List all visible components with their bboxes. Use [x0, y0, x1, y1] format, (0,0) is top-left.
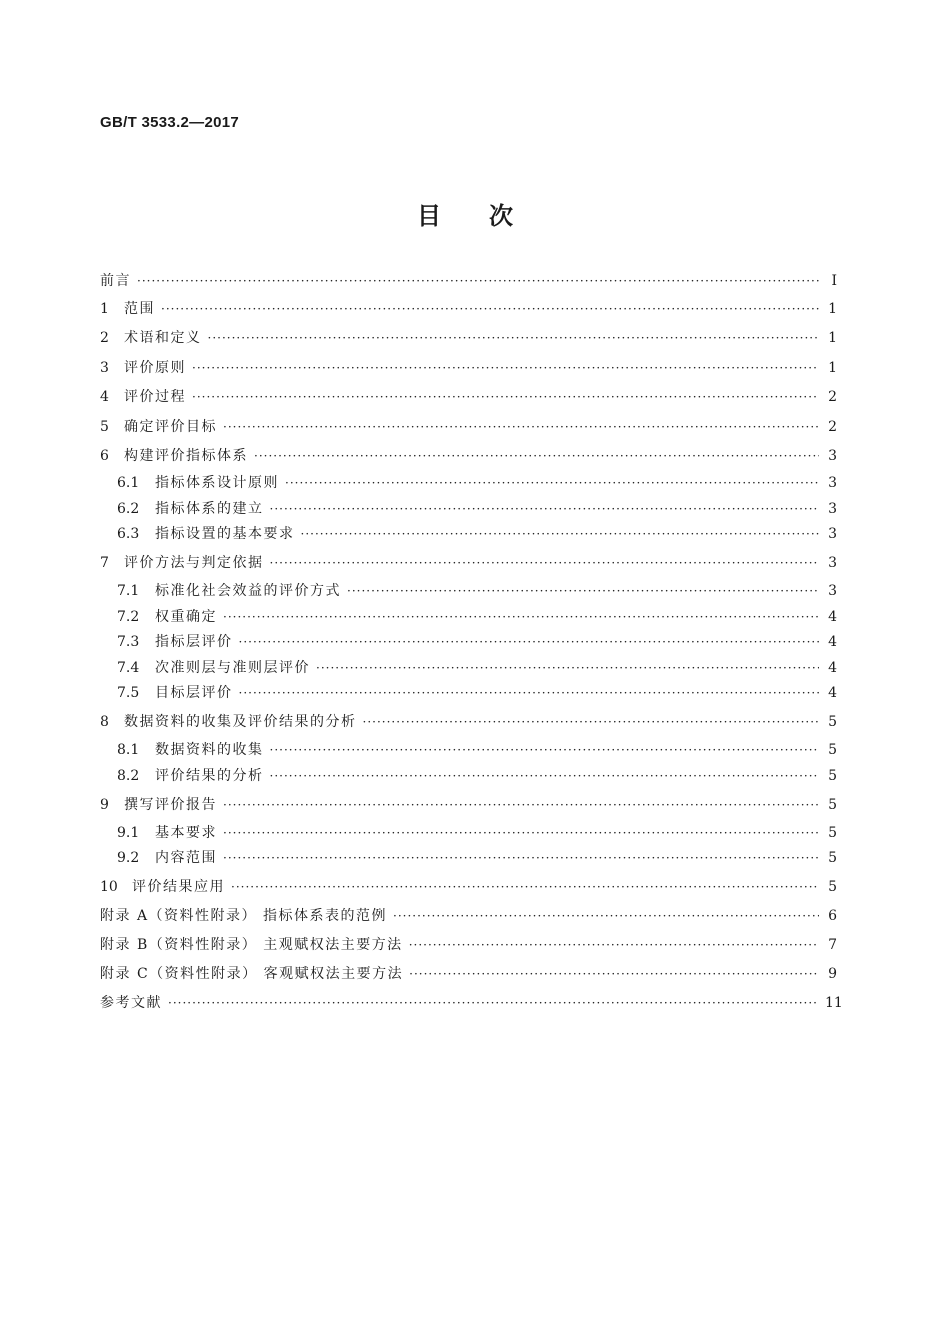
toc-label: 指标层评价 — [155, 634, 233, 650]
toc-label: 附录 C（资料性附录） 客观赋权法主要方法 — [100, 966, 404, 982]
toc-label: 数据资料的收集及评价结果的分析 — [124, 714, 357, 730]
toc-label: 评价过程 — [124, 389, 186, 405]
dot-leader — [161, 300, 819, 318]
toc-number: 7.2 — [117, 608, 140, 625]
toc-label: 评价原则 — [124, 359, 186, 376]
toc-page-number: 2 — [828, 418, 837, 435]
toc-label: 范围 — [124, 300, 155, 317]
toc-number: 9.1 — [117, 824, 140, 841]
toc-number: 4 — [100, 389, 109, 405]
toc-number: 9 — [100, 796, 109, 813]
dot-leader — [223, 796, 819, 814]
toc-page-number: 3 — [828, 555, 837, 571]
toc-entry-appendix-a[interactable] — [100, 907, 837, 936]
page-title: 目次 — [417, 202, 561, 230]
dot-leader — [223, 824, 819, 842]
toc-label: 评价方法与判定依据 — [124, 555, 264, 571]
toc-label: 附录 B（资料性附录） 主观赋权法主要方法 — [100, 937, 403, 953]
toc-page-number: 9 — [828, 966, 837, 982]
toc-number: 8 — [100, 714, 109, 730]
toc-subentry[interactable] — [100, 849, 837, 878]
toc-number: 8.2 — [117, 767, 140, 784]
toc-subentry[interactable] — [100, 684, 837, 713]
toc-page-number: 4 — [828, 634, 837, 650]
toc-page-number: 3 — [828, 583, 837, 599]
toc-entry[interactable] — [100, 447, 837, 474]
toc-page-number: 5 — [828, 767, 837, 784]
dot-leader — [409, 936, 819, 954]
toc-entry-appendix-b[interactable] — [100, 936, 837, 965]
dot-leader — [239, 684, 820, 702]
toc-number: 6.1 — [117, 475, 140, 491]
toc-page-number: 11 — [825, 995, 843, 1011]
toc-page-number: 5 — [828, 742, 837, 758]
toc-number: 6.2 — [117, 500, 140, 517]
dot-leader — [223, 608, 819, 626]
toc-subentry[interactable] — [100, 767, 837, 796]
toc-number: 7.3 — [117, 634, 140, 650]
toc-subentry[interactable] — [100, 659, 837, 685]
toc-page-number: 4 — [828, 659, 837, 676]
toc-label: 目标层评价 — [155, 685, 233, 701]
toc-label: 评价结果的分析 — [155, 767, 264, 784]
toc-page-number: 5 — [828, 796, 837, 813]
toc-number: 7.1 — [117, 583, 140, 599]
toc-entry[interactable] — [100, 418, 837, 448]
dot-leader — [231, 878, 819, 896]
toc-number: 2 — [100, 330, 109, 346]
toc-number: 10 — [100, 879, 118, 895]
toc-label: 附录 A（资料性附录） 指标体系表的范例 — [100, 908, 388, 924]
toc-label: 参考文献 — [100, 995, 162, 1011]
toc-entry[interactable] — [100, 554, 837, 582]
dot-leader — [208, 329, 820, 347]
standard-code: GB/T 3533.2—2017 — [100, 114, 240, 131]
dot-leader — [409, 965, 819, 983]
toc-number: 7.4 — [117, 659, 140, 676]
toc-subentry[interactable] — [100, 741, 837, 767]
toc-label: 权重确定 — [155, 608, 217, 625]
toc-label: 指标体系设计原则 — [155, 475, 279, 491]
toc-page-number: 3 — [828, 475, 837, 491]
toc-page-number: 3 — [828, 500, 837, 517]
toc-page-number: 7 — [828, 937, 837, 953]
toc-page-number: 2 — [828, 389, 837, 405]
dot-leader — [270, 767, 820, 785]
toc-label: 内容范围 — [155, 850, 217, 866]
dot-leader — [270, 554, 820, 572]
toc-entry[interactable] — [100, 329, 837, 359]
toc-number: 7.5 — [117, 685, 140, 701]
toc-page-number: 6 — [828, 908, 837, 924]
dot-leader — [316, 659, 819, 677]
dot-leader — [137, 272, 819, 290]
dot-leader — [168, 994, 819, 1012]
toc-entry-appendix-c[interactable] — [100, 965, 837, 994]
toc-label: 数据资料的收集 — [155, 742, 264, 758]
toc-entry[interactable] — [100, 878, 837, 907]
toc-label: 评价结果应用 — [132, 879, 225, 895]
toc-page-number: 5 — [828, 824, 837, 841]
toc-number: 7 — [100, 555, 109, 571]
toc-page-number: 4 — [828, 608, 837, 625]
toc-entry[interactable] — [100, 796, 837, 824]
toc-subentry[interactable] — [100, 633, 837, 659]
toc-number: 3 — [100, 359, 109, 376]
toc-number: 1 — [100, 300, 109, 317]
toc-subentry[interactable] — [100, 474, 837, 500]
toc-subentry[interactable] — [100, 824, 837, 850]
toc-page-number: 3 — [828, 526, 837, 542]
toc-entry[interactable] — [100, 388, 837, 418]
toc-label: 前言 — [100, 273, 131, 289]
toc-number: 9.2 — [117, 850, 140, 866]
toc-page-number: 5 — [828, 850, 837, 866]
toc-page-number: 1 — [828, 300, 837, 317]
dot-leader — [223, 418, 819, 436]
toc-number: 5 — [100, 418, 109, 435]
toc-entry[interactable] — [100, 713, 837, 741]
toc-number: 8.1 — [117, 742, 140, 758]
toc-entry[interactable] — [100, 300, 837, 330]
toc-number: 6.3 — [117, 526, 140, 542]
toc-label: 指标设置的基本要求 — [155, 526, 295, 542]
toc-label: 次准则层与准则层评价 — [155, 659, 310, 676]
toc-subentry[interactable] — [100, 525, 837, 554]
toc-subentry[interactable] — [100, 582, 837, 608]
dot-leader — [270, 500, 820, 518]
toc-number: 6 — [100, 448, 109, 464]
dot-leader — [192, 359, 819, 377]
toc-label: 术语和定义 — [124, 330, 202, 346]
toc-page-number: 5 — [828, 879, 837, 895]
dot-leader — [393, 907, 819, 925]
toc-entry-foreword[interactable] — [100, 272, 837, 300]
dot-leader — [270, 741, 820, 759]
dot-leader — [285, 474, 819, 492]
toc-entry[interactable] — [100, 359, 837, 389]
dot-leader — [239, 633, 820, 651]
dot-leader — [223, 849, 819, 867]
toc-label: 构建评价指标体系 — [124, 448, 248, 464]
toc-label: 标准化社会效益的评价方式 — [155, 583, 341, 599]
toc-page-number: 1 — [828, 330, 837, 346]
table-of-contents — [100, 272, 843, 1023]
toc-page-number: 5 — [828, 714, 837, 730]
toc-page-number: 3 — [828, 448, 837, 464]
toc-page-number: Ⅰ — [831, 273, 837, 289]
toc-page-number: 1 — [828, 359, 837, 376]
dot-leader — [363, 713, 820, 731]
toc-page-number: 4 — [828, 685, 837, 701]
toc-label: 基本要求 — [155, 824, 217, 841]
dot-leader — [192, 388, 819, 406]
dot-leader — [254, 447, 819, 465]
toc-label: 确定评价目标 — [124, 418, 217, 435]
toc-label: 撰写评价报告 — [124, 796, 217, 813]
toc-subentry[interactable] — [100, 500, 837, 526]
dot-leader — [301, 525, 820, 543]
toc-label: 指标体系的建立 — [155, 500, 264, 517]
dot-leader — [347, 582, 819, 600]
toc-entry-references[interactable] — [100, 994, 843, 1023]
toc-subentry[interactable] — [100, 608, 837, 634]
